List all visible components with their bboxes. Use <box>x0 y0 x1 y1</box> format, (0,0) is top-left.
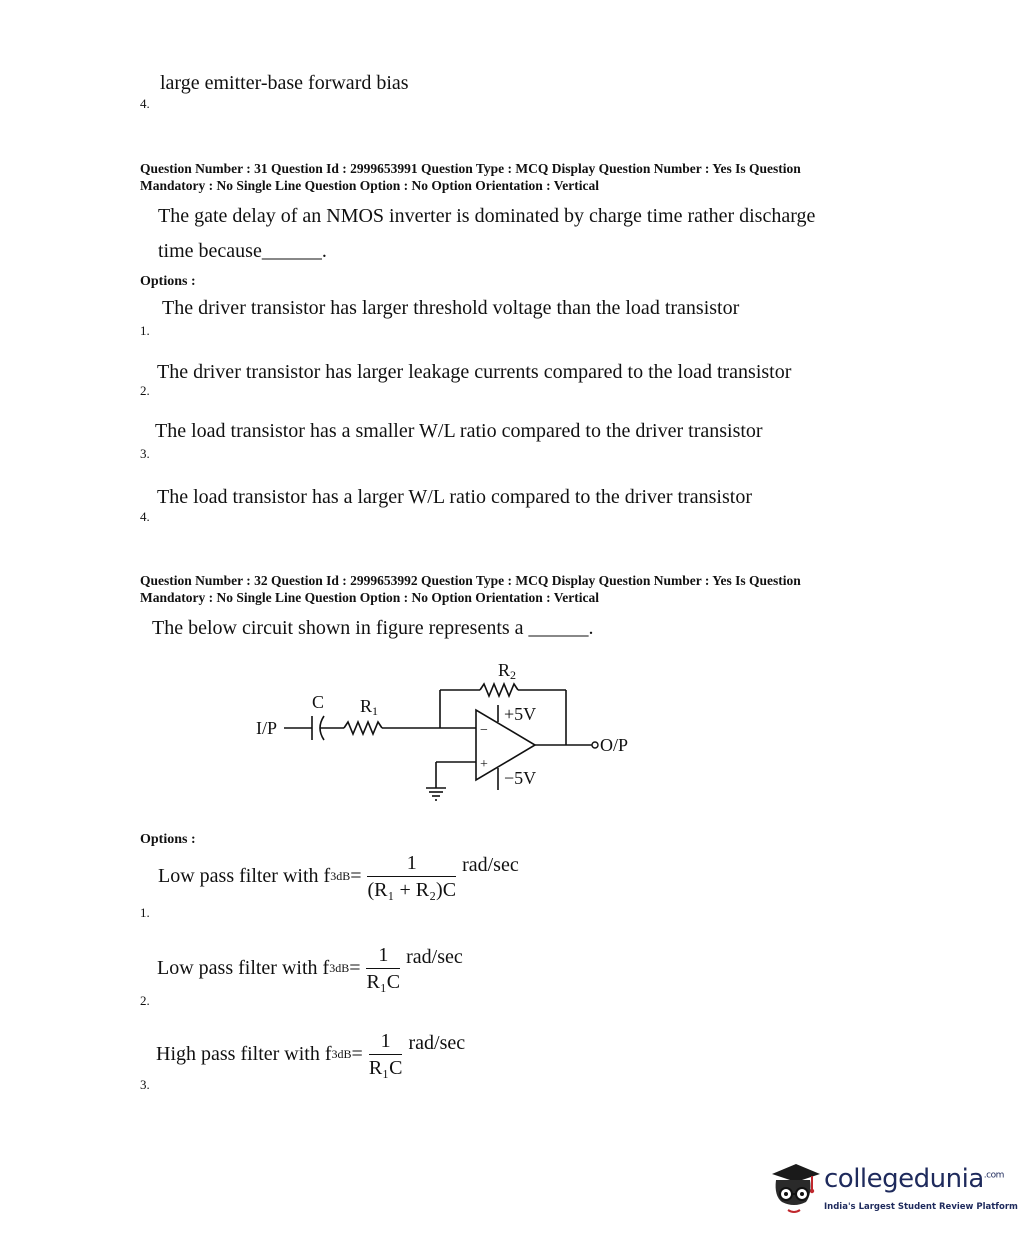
q32-option-3-number: 3. <box>140 1077 150 1092</box>
logo-wordmark <box>824 1164 1004 1194</box>
q32-option-1-text[interactable] <box>158 852 519 901</box>
negative-supply-label: −5V <box>504 768 537 788</box>
q31-option-2-text[interactable]: The driver transistor has larger leakage currents compared to the load transistor <box>157 361 792 383</box>
resistor-r1 <box>344 722 382 734</box>
output-terminal <box>592 742 598 748</box>
q32-option-3-numerator: 1 <box>369 1030 403 1055</box>
inverting-sign: − <box>480 723 488 738</box>
q31-question-line2 <box>158 240 327 263</box>
q31-option-1-number: 1. <box>140 323 150 338</box>
non-inverting-sign: + <box>480 757 488 772</box>
positive-supply-label: +5V <box>504 704 537 724</box>
logo-name: collegedunia <box>824 1164 984 1194</box>
prev-option-4-text: large emitter-base forward bias <box>160 72 409 94</box>
q32-option-1-number: 1. <box>140 905 150 920</box>
mascot-icon <box>766 1156 822 1220</box>
q31-question-line1: The gate delay of an NMOS inverter is dominated by charge time rather discharge <box>158 205 816 227</box>
q32-option-1-eq: = <box>350 865 362 887</box>
q31-option-3-text[interactable]: The load transistor has a smaller W/L ratio compared to the driver transistor <box>155 420 763 442</box>
q31-question-text: time because <box>158 240 262 262</box>
capacitor-label: C <box>312 692 325 712</box>
resistor-r2 <box>480 684 518 696</box>
q32-option-2-denominator: R₁C <box>366 971 401 993</box>
q32-option-1-unit: rad/sec <box>462 854 519 876</box>
q32-option-2-eq: = <box>349 957 361 979</box>
q32-blank: ______. <box>528 617 594 639</box>
q32-option-2-number: 2. <box>140 993 150 1008</box>
output-label: O/P <box>600 735 629 755</box>
q32-question-line <box>152 617 594 640</box>
q31-meta-line2: Mandatory : No Single Line Question Option : No Option Orientation : Vertical <box>140 178 600 193</box>
q31-option-2-number: 2. <box>140 383 150 398</box>
q32-meta-line1: Question Number : 32 Question Id : 2999653992 Question Type : MCQ Display Question Number : Yes Is Question <box>140 573 801 588</box>
q32-option-1-prefix: Low pass filter with f <box>158 865 331 887</box>
q32-option-3-unit: rad/sec <box>408 1032 466 1054</box>
q31-option-4-text[interactable]: The load transistor has a larger W/L ratio compared to the driver transistor <box>157 486 752 508</box>
q31-meta-line1: Question Number : 31 Question Id : 2999653991 Question Type : MCQ Display Question Number : Yes Is Question <box>140 161 801 176</box>
q32-meta-line2: Mandatory : No Single Line Question Option : No Option Orientation : Vertical <box>140 590 600 605</box>
q32-option-3-text[interactable] <box>156 1030 465 1079</box>
r1-label: R1 <box>360 696 379 718</box>
q32-option-3-fraction <box>369 1030 403 1079</box>
q32-option-2-sub: 3dB <box>329 961 350 975</box>
q32-option-2-numerator: 1 <box>366 944 400 969</box>
q31-option-3-number: 3. <box>140 446 150 461</box>
collegedunia-logo[interactable] <box>766 1152 1018 1222</box>
input-label: I/P <box>256 718 278 738</box>
logo-suffix: .com <box>983 1170 1004 1181</box>
r2-label: R2 <box>498 660 517 682</box>
q32-option-2-text[interactable] <box>157 944 463 993</box>
logo-tagline: India's Largest Student Review Platform <box>824 1202 1018 1212</box>
q32-option-2-fraction <box>366 944 400 993</box>
q32-option-1-denominator: (R₁ + R₂)C <box>367 879 457 901</box>
q32-option-1-numerator: 1 <box>367 852 456 877</box>
q32-option-3-prefix: High pass filter with f <box>156 1043 332 1065</box>
q32-option-3-sub: 3dB <box>331 1047 352 1061</box>
prev-option-4-number: 4. <box>140 96 150 111</box>
q32-option-1-fraction <box>367 852 456 901</box>
q32-option-1-sub: 3dB <box>330 869 351 883</box>
q32-option-2-prefix: Low pass filter with f <box>157 957 330 979</box>
q32-metadata <box>140 572 900 606</box>
q32-question-text: The below circuit shown in figure represents a <box>152 617 524 639</box>
q32-option-3-denominator: R₁C <box>368 1057 403 1079</box>
q31-option-4-number: 4. <box>140 509 150 524</box>
q31-option-1-text[interactable]: The driver transistor has larger threshold voltage than the load transistor <box>162 297 740 319</box>
q32-option-3-eq: = <box>351 1043 363 1065</box>
q31-metadata <box>140 160 900 194</box>
q31-options-label: Options : <box>140 274 196 289</box>
q32-option-2-unit: rad/sec <box>406 946 463 968</box>
q32-options-label: Options : <box>140 832 196 847</box>
q31-blank: ______. <box>261 240 327 262</box>
op-amp-circuit-diagram <box>240 650 660 810</box>
